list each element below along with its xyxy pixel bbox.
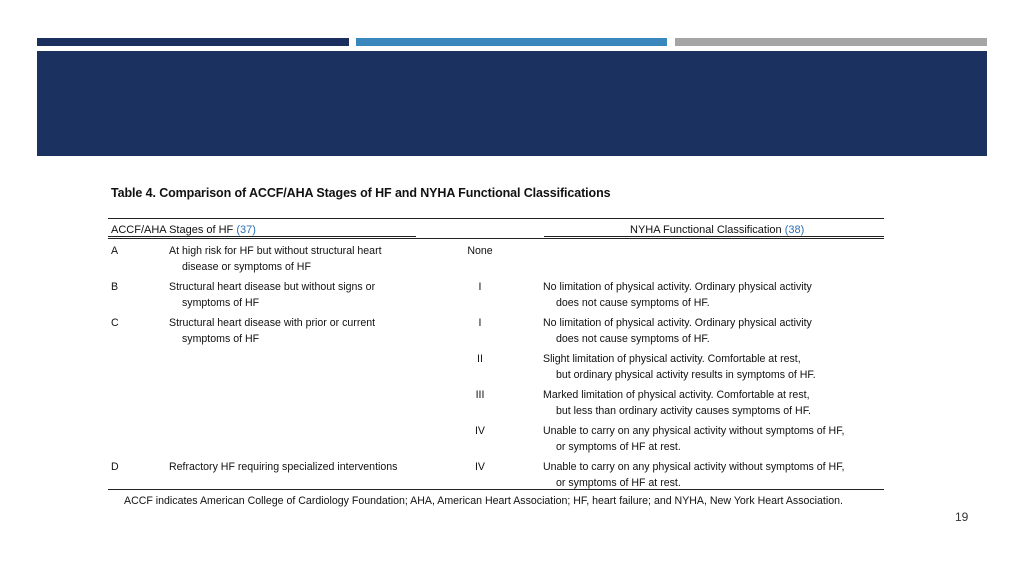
stage-description-line: Refractory HF requiring specialized interventions [169,461,398,473]
stage-letter: A [111,245,119,257]
col-header-nyha-label: NYHA Functional Classification [630,224,782,236]
slide-header-block [37,51,987,156]
hf-classification-table [108,186,884,507]
stage-description [169,279,419,311]
table-header [108,219,884,238]
stage-description-line: Structural heart disease with prior or current [169,317,376,329]
stage-description-line: At high risk for HF but without structural heart [169,245,382,257]
col-header-accf [111,224,256,236]
stage-description-line: Structural heart disease but without signs or [169,281,376,293]
nyha-description-line: does not cause symptoms of HF. [556,297,710,309]
nyha-description-line: Unable to carry on any physical activity without symptoms of HF, [543,425,845,437]
nyha-description [543,387,883,419]
nyha-description-line: No limitation of physical activity. Ordinary physical activity [543,281,812,293]
nyha-class: I [478,317,482,329]
header-underline-right [544,236,884,237]
stage-letter: D [111,461,119,473]
nyha-class: II [477,353,483,365]
stage-description [169,459,419,475]
top-accent-bar-blue [356,38,667,46]
ref-38: (38) [784,224,805,236]
stage-description-line: symptoms of HF [182,333,260,345]
table-body [108,239,884,489]
stage-description-line: disease or symptoms of HF [182,261,311,273]
col-header-nyha [630,224,804,236]
nyha-class: IV [474,425,485,437]
nyha-description [543,351,883,383]
nyha-class: III [475,389,485,401]
nyha-description-line: No limitation of physical activity. Ordinary physical activity [543,317,812,329]
nyha-description-line: but less than ordinary activity causes symptoms of HF. [556,405,811,417]
nyha-description [543,459,883,491]
ref-37: (37) [236,224,256,236]
nyha-description-line: Unable to carry on any physical activity without symptoms of HF, [543,461,845,473]
stage-letter: B [111,281,119,293]
stage-description [169,243,419,275]
stage-description-line: symptoms of HF [182,297,260,309]
nyha-class: I [478,281,482,293]
nyha-description [543,423,883,455]
nyha-description-line: or symptoms of HF at rest. [556,441,681,453]
nyha-description-line: but ordinary physical activity results in symptoms of HF. [556,369,816,381]
table-footnote: ACCF indicates American College of Cardiology Foundation; AHA, American Heart Association; HF, heart failure; and NYHA, New York Heart Association. [124,495,843,507]
page-number: 19 [955,510,969,524]
top-accent-bar-gray [675,38,987,46]
nyha-description-line: or symptoms of HF at rest. [556,477,681,489]
nyha-class: IV [474,461,485,473]
stage-description [169,315,419,347]
nyha-description [543,315,883,347]
nyha-class: None [467,245,493,257]
col-header-accf-label: ACCF/AHA Stages of HF [111,224,234,236]
nyha-description [543,279,883,311]
nyha-description-line: Marked limitation of physical activity. Comfortable at rest, [543,389,810,401]
stage-letter: C [111,317,119,329]
nyha-description-line: does not cause symptoms of HF. [556,333,710,345]
table-title: Table 4. Comparison of ACCF/AHA Stages of HF and NYHA Functional Classifications [111,186,611,200]
header-underline-left [108,236,416,237]
top-accent-bar-dark [37,38,349,46]
nyha-description-line: Slight limitation of physical activity. Comfortable at rest, [543,353,801,365]
